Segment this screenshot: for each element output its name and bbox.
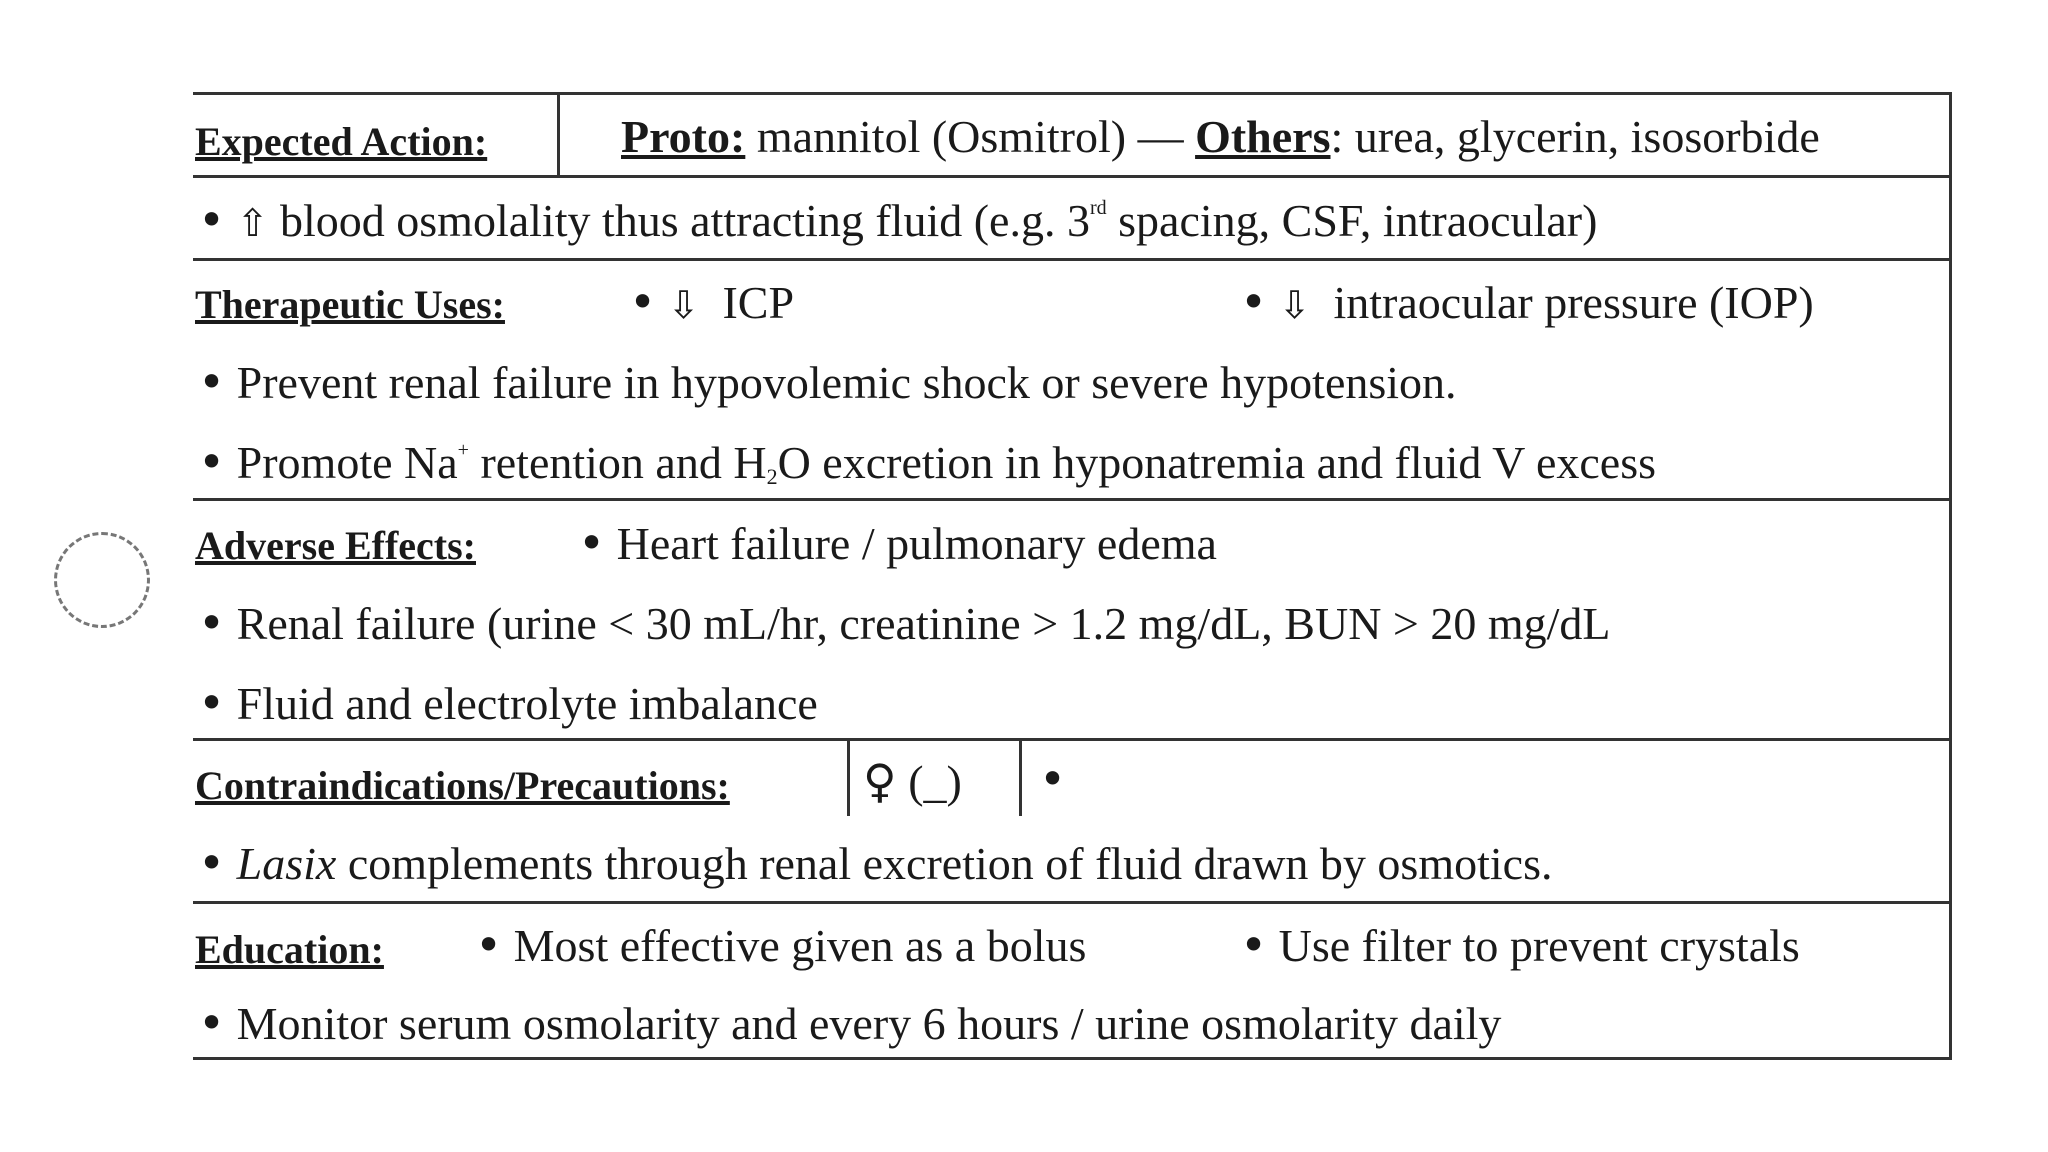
therapeutic-item-icp: • ⇩ ICP <box>629 275 795 329</box>
rule-top <box>193 92 1949 95</box>
divider-contra-1 <box>847 740 850 816</box>
expected-action-line: • ⇧ blood osmolality thus attracting fluid (e.g. 3rd spacing, CSF, intraocular) <box>198 193 1598 247</box>
dashed-circle-icon <box>54 532 150 628</box>
divider-contra-2 <box>1019 740 1022 816</box>
rule-contra <box>193 738 1949 741</box>
contraindications-label: Contraindications/Precautions: <box>195 763 730 808</box>
rule-expected-action <box>193 175 1949 178</box>
up-arrow-icon: ⇧ <box>236 201 269 245</box>
therapeutic-item-iop: • ⇩ intraocular pressure (IOP) <box>1240 275 1814 329</box>
education-label: Education: <box>195 927 384 972</box>
pregnancy-category: ♀ (_) <box>863 754 962 808</box>
education-item-bolus: • Most effective given as a bolus <box>475 918 1087 972</box>
divider-expected <box>557 92 560 177</box>
rule-adverse <box>193 498 1949 501</box>
others-value: : urea, glycerin, isosorbide <box>1330 111 1820 162</box>
adverse-item-renal: • Renal failure (urine < 30 mL/hr, creatinine > 1.2 mg/dL, BUN > 20 mg/dL <box>198 596 1611 650</box>
proto-label: Proto: <box>621 111 746 162</box>
rule-education <box>193 901 1949 904</box>
rule-therapeutic <box>193 258 1949 261</box>
down-arrow-icon: ⇩ <box>1278 283 1311 327</box>
expected-action-label: Expected Action: <box>195 119 488 164</box>
therapeutic-item-na: • Promote Na+ retention and $H_2O$ excretion in hyponatremia and fluid V excess <box>198 435 1657 489</box>
education-item-filter: • Use filter to prevent crystals <box>1240 918 1800 972</box>
education-item-monitor: • Monitor serum osmolarity and every 6 hours / urine osmolarity daily <box>198 996 1502 1050</box>
rule-bottom <box>193 1057 1949 1060</box>
contra-bullet: • <box>1039 752 1067 806</box>
adverse-effects-label: Adverse Effects: <box>195 523 476 568</box>
female-symbol-icon: ♀ <box>863 754 897 808</box>
adverse-item-fluid: • Fluid and electrolyte imbalance <box>198 676 818 730</box>
therapeutic-uses-label: Therapeutic Uses: <box>195 282 505 327</box>
others-label: Others <box>1195 111 1331 162</box>
adverse-item-heart: • Heart failure / pulmonary edema <box>578 516 1217 570</box>
down-arrow-icon: ⇩ <box>667 283 700 327</box>
proto-value: mannitol (Osmitrol) — <box>745 111 1196 162</box>
proto-line <box>621 111 1820 162</box>
contra-item-lasix: • Lasix complements through renal excretion of fluid drawn by osmotics. <box>198 836 1553 890</box>
drug-card <box>193 92 1952 1060</box>
therapeutic-item-renal: • Prevent renal failure in hypovolemic shock or severe hypotension. <box>198 355 1457 409</box>
